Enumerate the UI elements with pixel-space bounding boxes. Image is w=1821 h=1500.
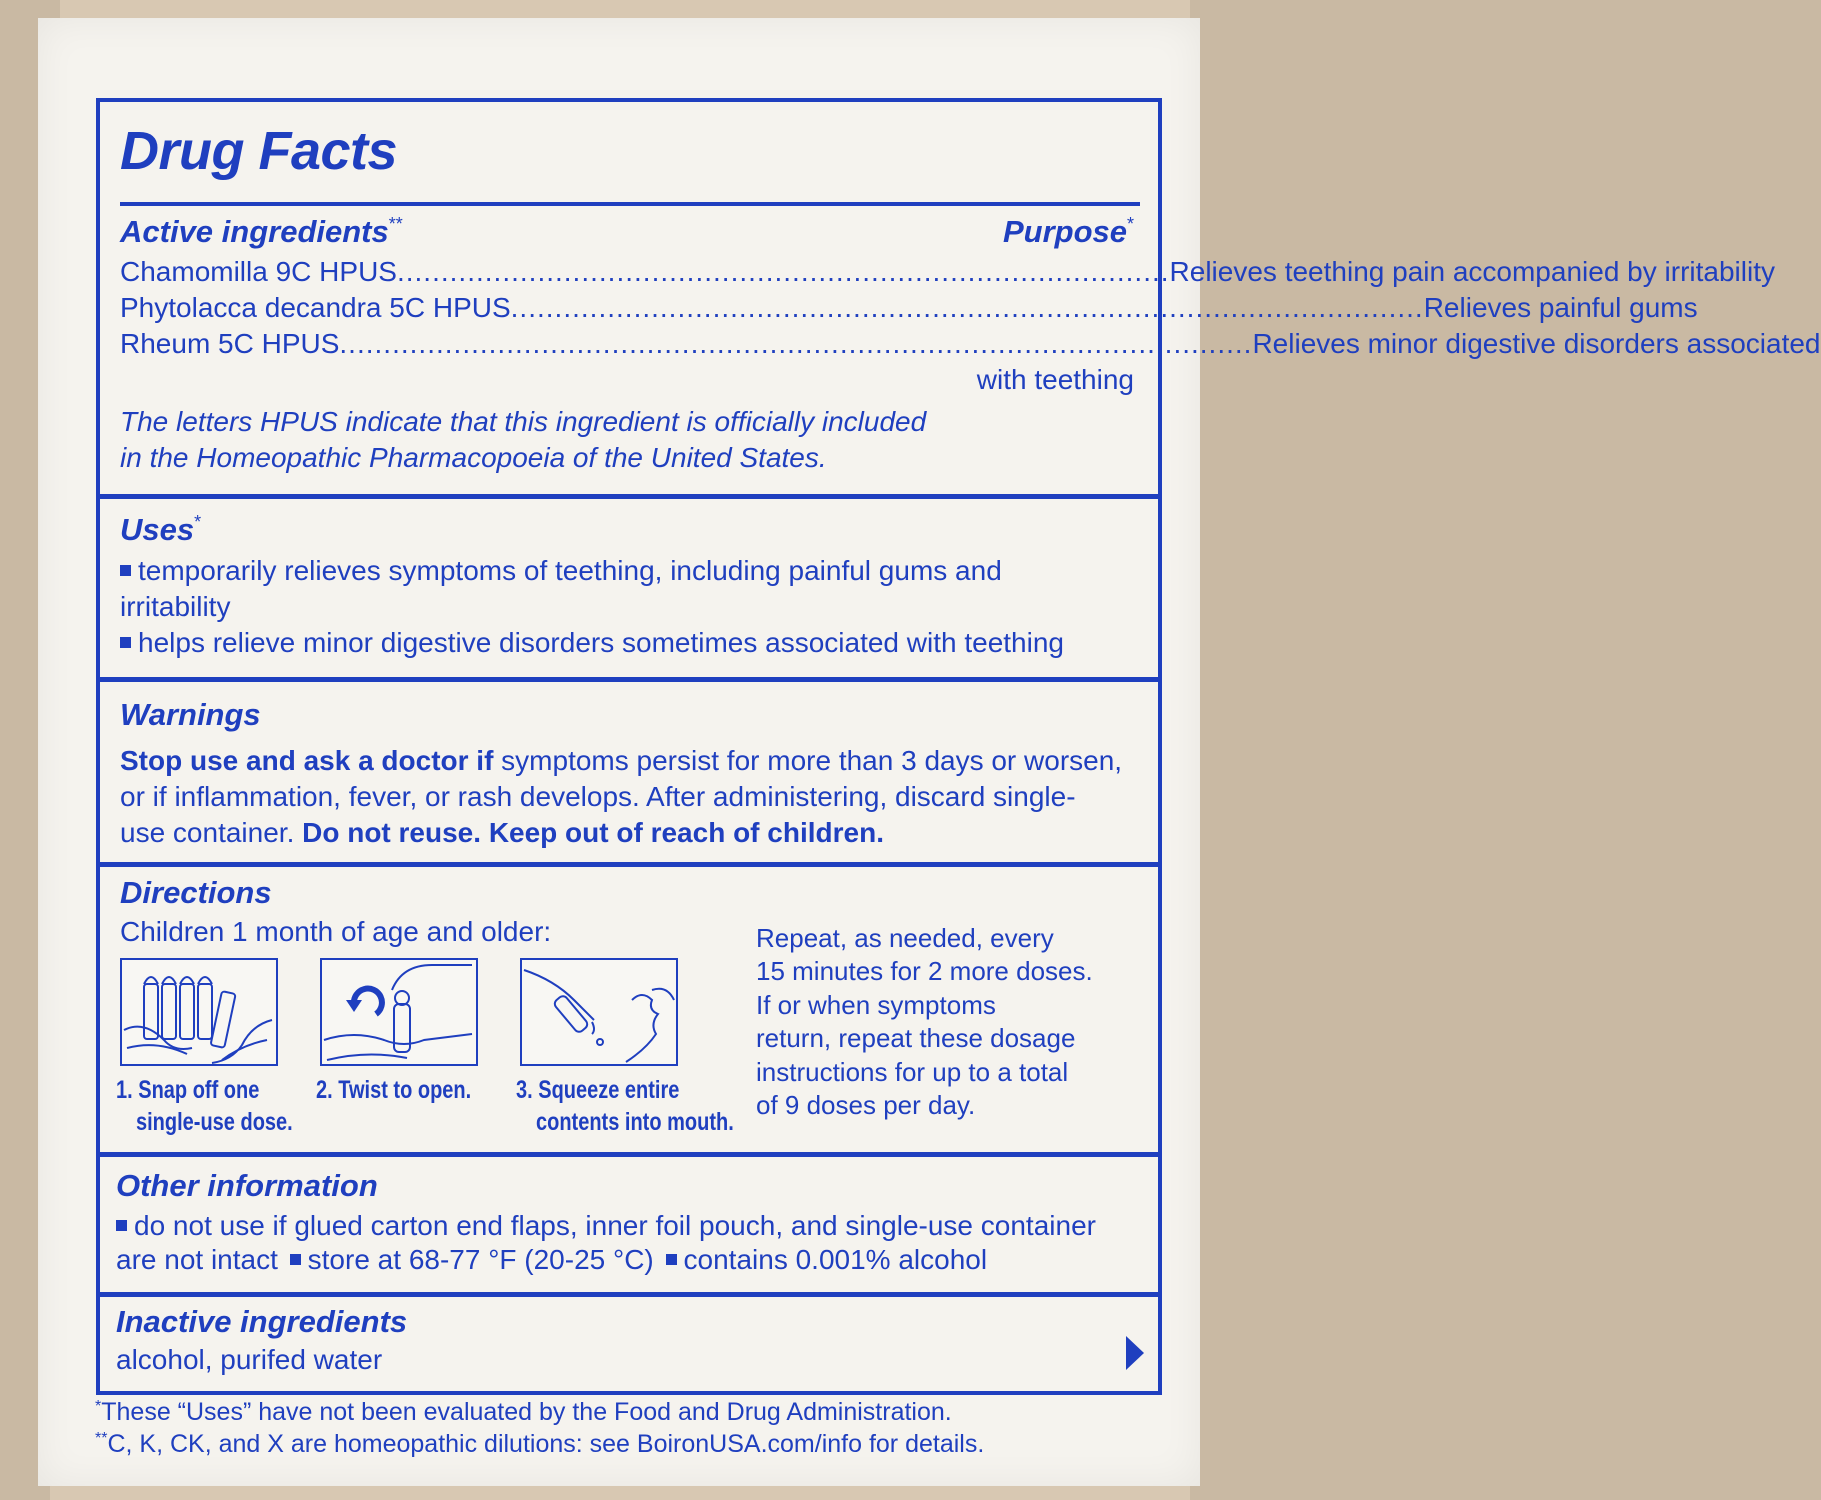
warnings-line2: or if inflammation, fever, or rash develops. After administering, discard single- (120, 781, 1076, 812)
ingredient-name: Chamomilla 9C HPUS (120, 256, 397, 287)
section-rule (100, 1292, 1158, 1297)
section-rule (100, 494, 1158, 499)
continue-arrow-icon (1124, 1334, 1146, 1372)
squeeze-mouth-figure (520, 958, 678, 1066)
section-rule (100, 677, 1158, 682)
step3-caption-a: 3. Squeeze entire (516, 1076, 680, 1104)
title-rule (120, 202, 1140, 206)
hpus-note-line1: The letters HPUS indicate that this ingredient is officially included (120, 406, 927, 437)
drug-facts-title: Drug Facts (120, 121, 398, 181)
step1-caption-a: 1. Snap off one (116, 1076, 260, 1104)
bullet-icon (120, 637, 131, 648)
leader-dots: ........................................................................................................ (510, 292, 1424, 323)
purpose-header: Purpose* (1002, 214, 1134, 249)
snap-dose-figure (120, 958, 278, 1066)
ingredient-purpose: Relieves painful gums (1423, 292, 1698, 323)
other-info-line1: do not use if glued carton end flaps, inner foil pouch, and single-use container (116, 1208, 1134, 1244)
twist-arrow-icon (322, 960, 476, 1064)
leader-dots: ........................................................................................................ (339, 328, 1253, 359)
active-header-row (120, 214, 1134, 250)
ingredient-name: Rheum 5C HPUS (120, 328, 340, 359)
other-info-line2: are not intact store at 68-77 °F (20-25 °C) contains 0.001% alcohol (116, 1244, 988, 1275)
step1-caption-b: single-use dose. (136, 1108, 293, 1136)
ingredient-purpose: Relieves minor digestive disorders associated (1252, 328, 1821, 359)
carton-panel (38, 18, 1821, 1486)
uses-item: temporarily relieves symptoms of teething, including painful gums and (120, 553, 1134, 589)
bullet-icon (116, 1220, 127, 1231)
uses-item-cont: irritability (120, 591, 231, 622)
inactive-header: Inactive ingredients (116, 1304, 408, 1339)
bullet-icon (666, 1254, 677, 1265)
ingredient-purpose: Relieves teething pain accompanied by irritability (1169, 256, 1775, 287)
hpus-note-line2: in the Homeopathic Pharmacopoeia of the United States. (120, 442, 827, 473)
leader-dots: ........................................................................................ (396, 256, 1170, 287)
inactive-text: alcohol, purifed water (116, 1344, 383, 1375)
active-ingredients-header: Active ingredients** (120, 214, 403, 249)
twist-open-figure (320, 958, 478, 1066)
warnings-header: Warnings (120, 697, 261, 732)
drug-facts-panel (96, 98, 1821, 1395)
section-rule (100, 1152, 1158, 1157)
ingredient-row (120, 326, 1821, 362)
single-dose-vials-icon (122, 960, 276, 1064)
ingredient-purpose-cont: with teething (976, 364, 1134, 395)
uses-item: helps relieve minor digestive disorders sometimes associated with teething (120, 625, 1134, 661)
uses-header: Uses* (120, 512, 202, 547)
dropper-mouth-icon (522, 960, 676, 1064)
ingredient-row (120, 254, 1775, 290)
repeat-instructions: Repeat, as needed, every 15 minutes for 2 more doses. If or when symptoms return, repeat these dosage instructions for up to a total of 9 doses per day. (756, 923, 1093, 1121)
directions-intro: Children 1 month of age and older: (120, 916, 552, 947)
direction-figures (120, 958, 740, 1070)
step3-caption-b: contents into mouth. (536, 1108, 734, 1136)
section-rule (100, 862, 1158, 867)
ingredient-row (120, 290, 1698, 326)
warnings-line3: use container. Do not reuse. Keep out of reach of children. (120, 817, 884, 848)
other-info-header: Other information (116, 1168, 378, 1203)
warnings-line1: Stop use and ask a doctor if symptoms persist for more than 3 days or worsen, (120, 745, 1123, 776)
directions-header: Directions (120, 875, 272, 910)
bullet-icon (120, 565, 131, 576)
bullet-icon (290, 1254, 301, 1265)
step2-caption: 2. Twist to open. (316, 1076, 472, 1104)
footnote-2: **C, K, CK, and X are homeopathic dilutions: see BoironUSA.com/info for details. (95, 1430, 985, 1458)
ingredient-name: Phytolacca decandra 5C HPUS (120, 292, 511, 323)
footnote-1: *These “Uses” have not been evaluated by the Food and Drug Administration. (95, 1398, 952, 1426)
